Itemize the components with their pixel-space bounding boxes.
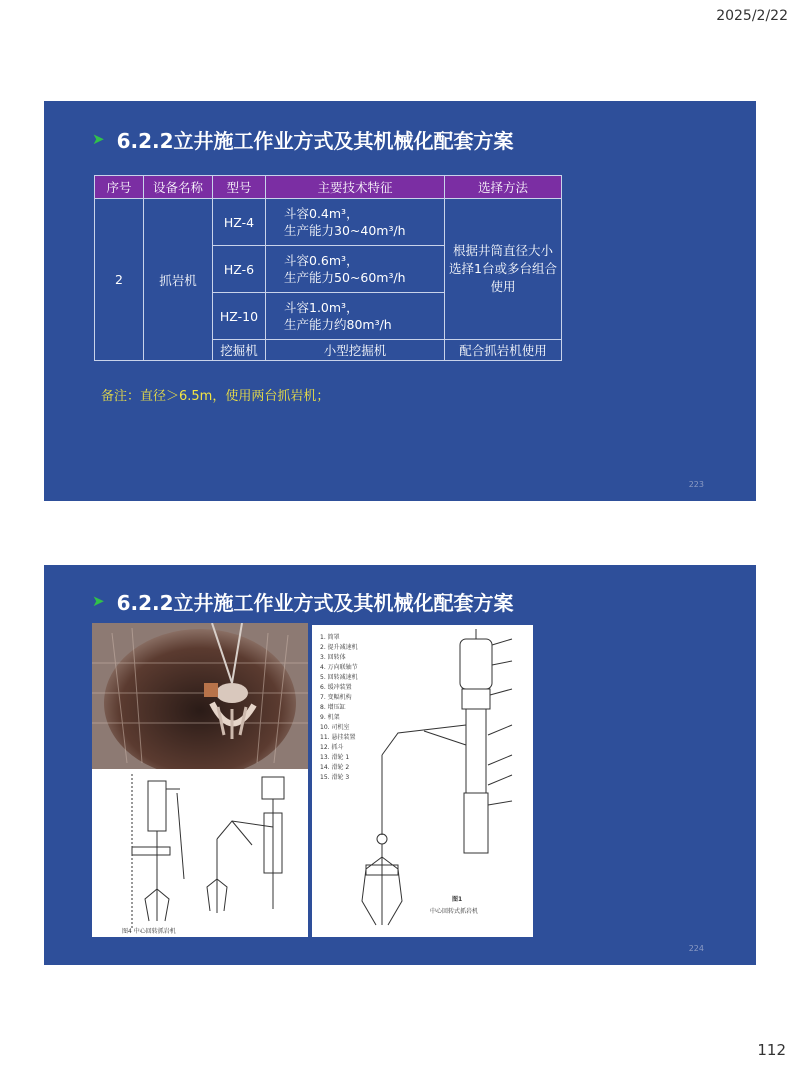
column-header: 型号 bbox=[213, 176, 266, 199]
left-diagram-caption: 图4 中心回转抓岩机 bbox=[122, 928, 176, 935]
feature-line: 斗容0.4m³， bbox=[284, 206, 359, 221]
slide-224 bbox=[44, 565, 756, 965]
slide-title bbox=[92, 125, 514, 154]
column-header: 选择方法 bbox=[445, 176, 562, 199]
equipment-cell: 抓岩机 bbox=[144, 199, 213, 361]
legend-item: 14. 滑轮 2 bbox=[320, 764, 350, 771]
column-header: 主要技术特征 bbox=[266, 176, 445, 199]
page-number: 112 bbox=[757, 1041, 786, 1059]
page-date: 2025/2/22 bbox=[716, 8, 788, 24]
seq-cell: 2 bbox=[95, 199, 144, 361]
legend-item: 6. 缓冲装置 bbox=[320, 684, 352, 691]
feature-cell bbox=[266, 246, 445, 293]
feature-cell bbox=[266, 199, 445, 246]
right-diagram-caption-number: 图1 bbox=[452, 896, 463, 903]
legend-item: 11. 悬挂装置 bbox=[320, 734, 356, 741]
slide-number: 224 bbox=[688, 944, 704, 953]
column-header: 序号 bbox=[95, 176, 144, 199]
method-cell bbox=[445, 199, 562, 340]
legend-item: 13. 滑轮 1 bbox=[320, 754, 350, 761]
column-header: 设备名称 bbox=[144, 176, 213, 199]
method-cell: 配合抓岩机使用 bbox=[445, 340, 562, 361]
feature-cell bbox=[266, 293, 445, 340]
legend-item: 12. 抓斗 bbox=[320, 744, 344, 751]
grab-machine-drawing-right bbox=[312, 625, 533, 937]
feature-line: 生产能力50~60m³/h bbox=[284, 270, 406, 285]
model-cell: HZ-10 bbox=[213, 293, 266, 340]
legend-item: 8. 增压缸 bbox=[320, 704, 346, 711]
slide-223 bbox=[44, 101, 756, 501]
feature-line: 生产能力30~40m³/h bbox=[284, 223, 406, 238]
shaft-photo bbox=[92, 623, 308, 769]
legend-item: 1. 简罩 bbox=[320, 634, 340, 641]
feature-line: 斗容0.6m³， bbox=[284, 253, 359, 268]
feature-cell: 小型挖掘机 bbox=[266, 340, 445, 361]
arrow-bullet-icon: ➤ bbox=[92, 592, 105, 610]
right-diagram-caption: 中心回转式抓岩机 bbox=[430, 908, 479, 915]
feature-line: 生产能力约80m³/h bbox=[284, 317, 392, 332]
legend-item: 9. 机架 bbox=[320, 714, 340, 721]
slide-number: 223 bbox=[688, 480, 704, 489]
method-line: 根据井筒直径大小 bbox=[452, 243, 553, 258]
legend-item: 5. 回转减速机 bbox=[320, 674, 358, 681]
model-cell: HZ-6 bbox=[213, 246, 266, 293]
grab-machine-drawing-left bbox=[92, 769, 308, 937]
table-row bbox=[95, 199, 562, 246]
feature-line: 斗容1.0m³， bbox=[284, 300, 359, 315]
method-line: 使用 bbox=[490, 279, 516, 294]
slide-title-text: 6.2.2立井施工作业方式及其机械化配套方案 bbox=[116, 129, 514, 153]
table-header-row bbox=[95, 176, 562, 199]
method-line: 选择1台或多台组合 bbox=[449, 261, 557, 276]
slide-title bbox=[92, 587, 514, 616]
legend-item: 2. 提升减速机 bbox=[320, 644, 358, 651]
arrow-bullet-icon: ➤ bbox=[92, 130, 105, 148]
slide-title-text: 6.2.2立井施工作业方式及其机械化配套方案 bbox=[116, 591, 514, 615]
legend-item: 10. 司机室 bbox=[320, 724, 350, 731]
model-cell: HZ-4 bbox=[213, 199, 266, 246]
note-text: 备注：直径＞6.5m，使用两台抓岩机； bbox=[101, 389, 330, 404]
equipment-table bbox=[94, 175, 562, 361]
legend-item: 3. 回转体 bbox=[320, 654, 346, 661]
legend-item: 7. 变幅机构 bbox=[320, 694, 352, 701]
legend-item: 4. 万向联轴节 bbox=[320, 664, 358, 671]
model-cell: 挖掘机 bbox=[213, 340, 266, 361]
legend-item: 15. 滑轮 3 bbox=[320, 774, 350, 781]
